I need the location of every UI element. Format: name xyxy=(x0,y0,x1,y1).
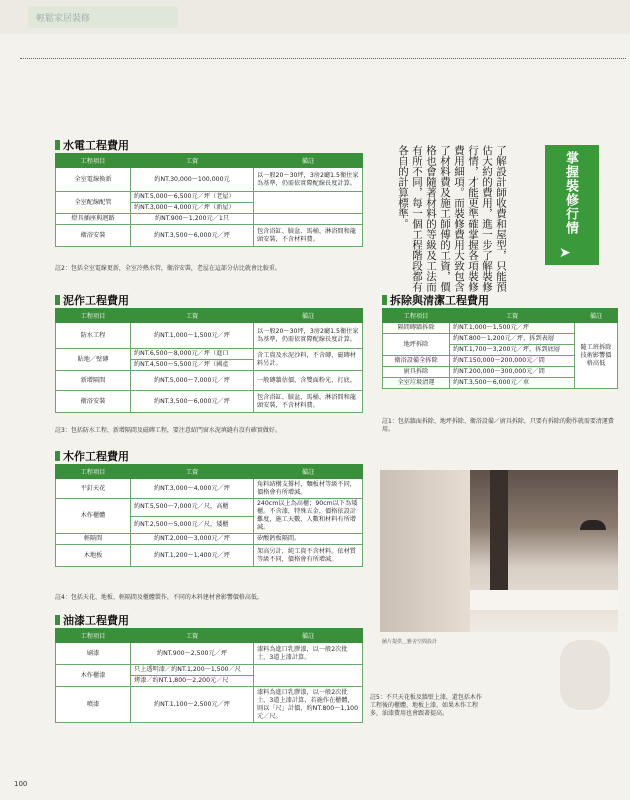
photo-column xyxy=(490,470,508,590)
cell-item: 噴漆 xyxy=(56,687,131,723)
table-row xyxy=(56,391,363,413)
wood-table xyxy=(55,464,363,567)
cell-item: 隔間磚牆拆除 xyxy=(383,323,450,334)
mud-section-title xyxy=(55,292,129,308)
col-header: 備註 xyxy=(254,629,363,643)
intro-line: 準。 xyxy=(397,208,409,229)
cell-wage: 約NT.2,500～5,000元／尺，矮櫃 xyxy=(131,516,254,534)
arrow-icon: ➤ xyxy=(559,245,571,261)
table-row xyxy=(56,214,363,225)
table-header-row xyxy=(56,465,363,479)
cell-wage: 約NT.1,100～2,500元／坪 xyxy=(131,687,254,723)
cell-wage: 約NT.1,000～1,500元／坪 xyxy=(131,323,254,349)
demo-title-text: 拆除與清潔工程費用 xyxy=(390,294,489,307)
col-header: 備註 xyxy=(254,309,363,323)
cell-wage: 約NT.30,000～100,000元 xyxy=(131,168,254,192)
table-row xyxy=(56,323,363,349)
cell-note: 含工資及水泥沙料，不含磚，磁磚材料另計。 xyxy=(254,349,363,371)
col-header: 備註 xyxy=(254,465,363,479)
section-banner xyxy=(545,145,599,265)
col-header: 工資 xyxy=(131,465,254,479)
cell-note: 包含浴缸、臉盆、馬桶、淋浴間和龍頭安裝，不含材料費。 xyxy=(254,225,363,247)
cell-wage: 約NT.200,000～300,000元／間 xyxy=(450,367,575,378)
table-row xyxy=(56,371,363,391)
table-row xyxy=(56,687,363,723)
col-header: 工資 xyxy=(450,309,575,323)
cell-item: 刷漆 xyxy=(56,643,131,665)
cell-item: 木地板 xyxy=(56,545,131,567)
cell-wage: 烤漆／約NT.1,800～2,200元／尺 xyxy=(131,676,254,687)
table-row xyxy=(56,665,363,676)
section-banner-title: 掌握裝修行情 xyxy=(563,151,578,235)
cell-wage: 約NT.3,000～4,000元／坪（新屋） xyxy=(131,203,254,214)
cell-note: 漆料為進口乳膠漆，以一般2次批土，3道上漆計算，若施作在櫃體，則以「尺」計價，約NT.800～1,100元／尺。 xyxy=(254,687,363,723)
cell-note: 以一般20～30坪，3房2廳1.5衛住家為基準，仍需依實際配線長度計算。 xyxy=(254,168,363,192)
cell-wage: 約NT.1,000～1,500元／坪 xyxy=(450,323,575,334)
cell-item: 地坪拆除 xyxy=(383,334,450,356)
wood-footnote: 註4：包括天花、地板、輕隔間及櫃體製作，不同的木料建材會影響價格高低。 xyxy=(55,594,263,601)
intro-line: 程階段都有各自的計算標 xyxy=(397,145,423,292)
cell-item: 燈具插座與迴路 xyxy=(56,214,131,225)
cell-note: 以一般20～30坪，3房2廳1.5衛住家為基準，仍需依實際配線長度計算。 xyxy=(254,323,363,349)
water-title-text: 水電工程費用 xyxy=(63,139,129,152)
cell-wage: 約NT.4,500～5,500元／坪（國產 xyxy=(131,360,254,371)
cell-item: 全室垃圾清運 xyxy=(383,378,450,389)
wood-title-text: 木作工程費用 xyxy=(63,450,129,463)
mud-table xyxy=(55,308,363,413)
cell-item: 廚具拆除 xyxy=(383,367,450,378)
water-table xyxy=(55,153,363,247)
mud-footnote: 註3：包括防水工程、新增隔間及磁磚工程，要注意紹門窗水泥填縫有沒有確實做好。 xyxy=(55,427,281,434)
col-header: 工資 xyxy=(131,154,254,168)
water-section-title xyxy=(55,137,129,153)
dotted-divider xyxy=(20,58,626,59)
cell-wage: 只上透明漆／約NT.1,200～1,500／尺 xyxy=(131,665,254,676)
intro-line: 了解設計師收費和屋型，只能預估大約的費用，進一 xyxy=(481,145,507,292)
col-header: 工程項目 xyxy=(56,154,131,168)
intro-line: 工法而有所不同，每一個工 xyxy=(411,145,437,292)
col-header: 工程項目 xyxy=(56,465,131,479)
cell-note: 漆料為進口乳膠漆，以一般2次批土，3道上漆計算。 xyxy=(254,643,363,665)
cell-note: 角料結構支撐村，麵板材等級不同，價格會有所增減。 xyxy=(254,479,363,499)
section-marker xyxy=(55,140,60,150)
cell-note xyxy=(254,214,363,225)
intro-line: 準確掌握各項裝修費用細 xyxy=(453,145,479,292)
cell-item: 衛浴設備全拆除 xyxy=(383,356,450,367)
cell-note: 包含浴缸、臉盆、馬桶、淋浴間和龍頭安裝，不含材料費。 xyxy=(254,391,363,413)
demo-footnote: 註1：包括牆面拆除、地坪拆除、衛浴設備／廚具拆除，只要有拆除的動作就需要清運費用。 xyxy=(382,418,614,433)
col-header: 工程項目 xyxy=(383,309,450,323)
mud-title-text: 泥作工程費用 xyxy=(63,294,129,307)
cell-wage: 約NT.5,500～7,000元／尺，高櫃 xyxy=(131,499,254,517)
cell-wage: 約NT.3,500～6,000元／車 xyxy=(450,378,575,389)
table-row xyxy=(56,225,363,247)
photo-lamp xyxy=(580,520,606,530)
intro-text xyxy=(396,145,508,293)
paint-footnote: 註5：不只天花板及牆壁上漆，還包括木作工程後的櫃體、地板上漆，如果木作工程多，油漆費用也會跟著提高。 xyxy=(370,694,482,717)
intro-line: 步了解裝修行情，才能更 xyxy=(467,145,493,292)
photo-caption: 圖片提供＿雅舍空間設計 xyxy=(382,639,438,645)
col-header: 工資 xyxy=(131,309,254,323)
col-header: 備註 xyxy=(575,309,618,323)
interior-photo xyxy=(380,470,618,632)
cell-item: 防水工程 xyxy=(56,323,131,349)
section-marker xyxy=(55,615,60,625)
cell-wage: 約NT.1,700～3,200元／坪，拆到底層 xyxy=(450,345,575,356)
cell-wage: 約NT.3,500～6,000元／坪 xyxy=(131,391,254,413)
table-header-row xyxy=(56,309,363,323)
col-header: 備註 xyxy=(254,154,363,168)
cell-item: 新增隔間 xyxy=(56,371,131,391)
cell-item: 全室電線換新 xyxy=(56,168,131,192)
cell-note: 矽酸鈣板隔間。 xyxy=(254,534,363,545)
table-header-row xyxy=(56,629,363,643)
demo-section-title xyxy=(382,292,489,308)
col-header: 工程項目 xyxy=(56,629,131,643)
cell-wage: 約NT.900～2,500元／坪 xyxy=(131,643,254,665)
table-row xyxy=(56,643,363,665)
cell-item: 平釘天花 xyxy=(56,479,131,499)
cell-wage: 約NT.800～1,200元／坪，拆到表層 xyxy=(450,334,575,345)
intro-line: 項。而裝修費用大致包含了 xyxy=(439,145,465,292)
cell-wage: 約NT.2,000～3,000元／坪 xyxy=(131,534,254,545)
paint-section-title xyxy=(55,612,129,628)
cell-wage: 約NT.3,500～6,000元／坪 xyxy=(131,225,254,247)
cell-item: 木作櫃漆 xyxy=(56,665,131,687)
paint-title-text: 油漆工程費用 xyxy=(63,614,129,627)
cell-wage: 約NT.1,200～1,400元／坪 xyxy=(131,545,254,567)
cartoon-illustration xyxy=(560,640,610,710)
magazine-logo xyxy=(28,6,178,28)
page-number: 100 xyxy=(14,780,28,788)
cell-item: 衛浴安裝 xyxy=(56,225,131,247)
table-row xyxy=(383,323,618,334)
cell-item: 輕隔間 xyxy=(56,534,131,545)
table-row xyxy=(56,192,363,203)
col-header: 工資 xyxy=(131,629,254,643)
section-marker xyxy=(55,451,60,461)
photo-counter xyxy=(470,590,618,610)
cell-note: 隨工班拆除技術影響價格高低 xyxy=(575,323,618,389)
intro-line: 材料費及施工師傅的工資， xyxy=(439,155,451,282)
cell-item: 全室配線配管 xyxy=(56,192,131,214)
table-row xyxy=(56,534,363,545)
table-row xyxy=(56,479,363,499)
cell-note: 一般磚牆估價，含雙面粉光、打底。 xyxy=(254,371,363,391)
cell-wage: 約NT.5,000～6,500元／坪（老屋） xyxy=(131,192,254,203)
table-row xyxy=(56,168,363,192)
cell-wage: 約NT.150,000～200,000元／間 xyxy=(450,356,575,367)
demo-table xyxy=(382,308,618,389)
intro-line: 價格也會隨著材料的等級及 xyxy=(425,145,451,292)
top-banner xyxy=(0,0,630,34)
table-row xyxy=(56,499,363,517)
paint-table xyxy=(55,628,363,723)
cell-item: 衛浴安裝 xyxy=(56,391,131,413)
section-marker xyxy=(55,295,60,305)
cell-note: 240cm以上為高櫃；90cm以下為矮櫃。不含漆，特殊五金，價格依設計難度，施工天數、人數和材料有所增減。 xyxy=(254,499,363,534)
table-row xyxy=(56,545,363,567)
cell-wage: 約NT.5,000～7,000元／坪 xyxy=(131,371,254,391)
wood-section-title xyxy=(55,448,129,464)
table-header-row xyxy=(56,154,363,168)
cell-item: 木作櫃體 xyxy=(56,499,131,534)
photo-wall xyxy=(380,470,470,632)
col-header: 工程項目 xyxy=(56,309,131,323)
cell-wage: 約NT.900～1,200元／1只 xyxy=(131,214,254,225)
cell-wage: 約NT.6,500～8,000元／坪（進口 xyxy=(131,349,254,360)
table-header-row xyxy=(383,309,618,323)
cell-note xyxy=(254,192,363,214)
cell-wage: 約NT.3,000～4,000元／坪 xyxy=(131,479,254,499)
cell-note: 架高另計，純工資不含材料。依材質等級不同，價格會有所增減。 xyxy=(254,545,363,567)
logo-text: 輕鬆家居裝修 xyxy=(36,14,91,24)
table-row xyxy=(56,349,363,360)
section-marker xyxy=(382,295,387,305)
cell-item: 貼地／壁磚 xyxy=(56,349,131,371)
water-footnote: 註2：包括全室電線更新，全室冷熱水管，衛浴安裝，老屋在這部分佔比就會比較重。 xyxy=(55,265,281,272)
cell-note xyxy=(254,665,363,687)
